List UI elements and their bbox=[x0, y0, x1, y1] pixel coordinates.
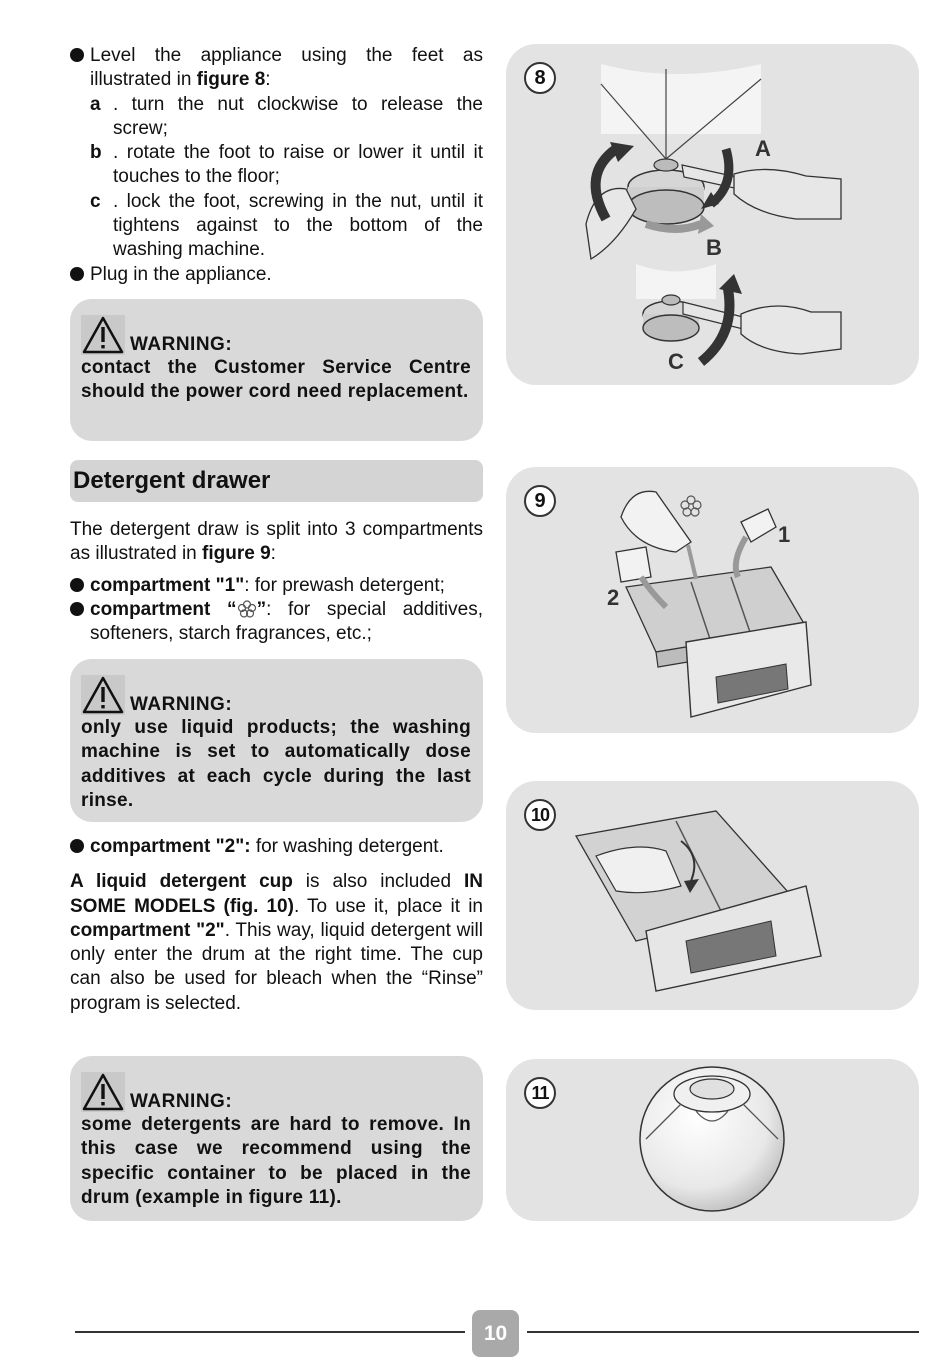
leveling-instructions bbox=[70, 44, 483, 287]
section-title: Detergent drawer bbox=[70, 460, 483, 502]
step-a: a . turn the nut clockwise to release the screw; bbox=[90, 93, 483, 139]
warning-text: some detergents are hard to remove. In this case we recommend using the specific container to be placed in the drum (example in figure 11). bbox=[81, 1114, 471, 1208]
figure-number: 9 bbox=[524, 485, 556, 517]
flower-icon bbox=[681, 496, 701, 516]
figure-9-panel bbox=[506, 467, 919, 733]
warning-icon bbox=[81, 675, 125, 715]
footer-divider-right bbox=[527, 1331, 919, 1333]
flower-icon bbox=[237, 600, 257, 618]
drawer-intro: The detergent draw is split into 3 compartments as illustrated in figure 9: bbox=[70, 519, 483, 565]
step-c: c . lock the foot, screwing in the nut, until it tightens against to the bottom of the washing machine. bbox=[90, 190, 483, 261]
compartment-2-description bbox=[70, 835, 483, 1016]
warning-box-hard-detergents bbox=[70, 1056, 483, 1221]
bullet-icon bbox=[70, 578, 84, 592]
bullet-item: compartment “ ”: for special additives, softeners, starch fragrances, etc.; bbox=[70, 598, 483, 647]
figure-8-panel bbox=[506, 44, 919, 385]
bullet-item: Plug in the appliance. bbox=[70, 263, 483, 287]
warning-icon bbox=[81, 1072, 125, 1112]
detergent-cup-illustration bbox=[506, 781, 919, 1010]
leveling-foot-illustration bbox=[506, 44, 919, 385]
bullet-icon bbox=[70, 48, 84, 62]
warning-box-liquid-products bbox=[70, 659, 483, 822]
figure-number: 10 bbox=[524, 799, 556, 831]
warning-text: only use liquid products; the washing machine is set to automatically dose additives at each cycle during the last rinse. bbox=[81, 717, 471, 811]
warning-title: WARNING: bbox=[130, 1091, 233, 1112]
warning-box-power-cord bbox=[70, 299, 483, 441]
label-2: 2 bbox=[607, 585, 620, 610]
bullet-item: compartment "2": for washing detergent. bbox=[70, 835, 483, 859]
step-b: b . rotate the foot to raise or lower it until it touches to the floor; bbox=[90, 142, 483, 188]
figure-number: 11 bbox=[524, 1077, 556, 1109]
label-1: 1 bbox=[778, 522, 791, 547]
bullet-icon bbox=[70, 602, 84, 616]
figure-number: 8 bbox=[524, 62, 556, 94]
bullet-item: compartment "1": for prewash detergent; bbox=[70, 574, 483, 598]
label-c: C bbox=[668, 349, 684, 374]
warning-title: WARNING: bbox=[130, 334, 233, 355]
bullet-item: Level the appliance using the feet as illustrated in figure 8: bbox=[70, 44, 483, 93]
warning-title: WARNING: bbox=[130, 694, 233, 715]
footer-divider-left bbox=[75, 1331, 465, 1333]
label-a: A bbox=[755, 136, 771, 161]
bullet-icon bbox=[70, 839, 84, 853]
figure-11-panel bbox=[506, 1059, 919, 1221]
detergent-ball-illustration bbox=[506, 1059, 919, 1221]
drawer-description bbox=[70, 518, 483, 646]
figure-10-panel bbox=[506, 781, 919, 1010]
detergent-drawer-illustration bbox=[506, 467, 919, 733]
warning-text: contact the Customer Service Centre should the power cord need replacement. bbox=[81, 357, 471, 403]
bullet-icon bbox=[70, 267, 84, 281]
cup-paragraph: A liquid detergent cup is also included IN SOME MODELS (fig. 10). To use it, place it in compartment "2". This way, liquid detergent will only enter the drum at the right time. The cup can also be used for bleach when the “Rinse” program is selected. bbox=[70, 871, 484, 1014]
label-b: B bbox=[706, 235, 722, 260]
page-number: 10 bbox=[472, 1310, 519, 1357]
warning-icon bbox=[81, 315, 125, 355]
